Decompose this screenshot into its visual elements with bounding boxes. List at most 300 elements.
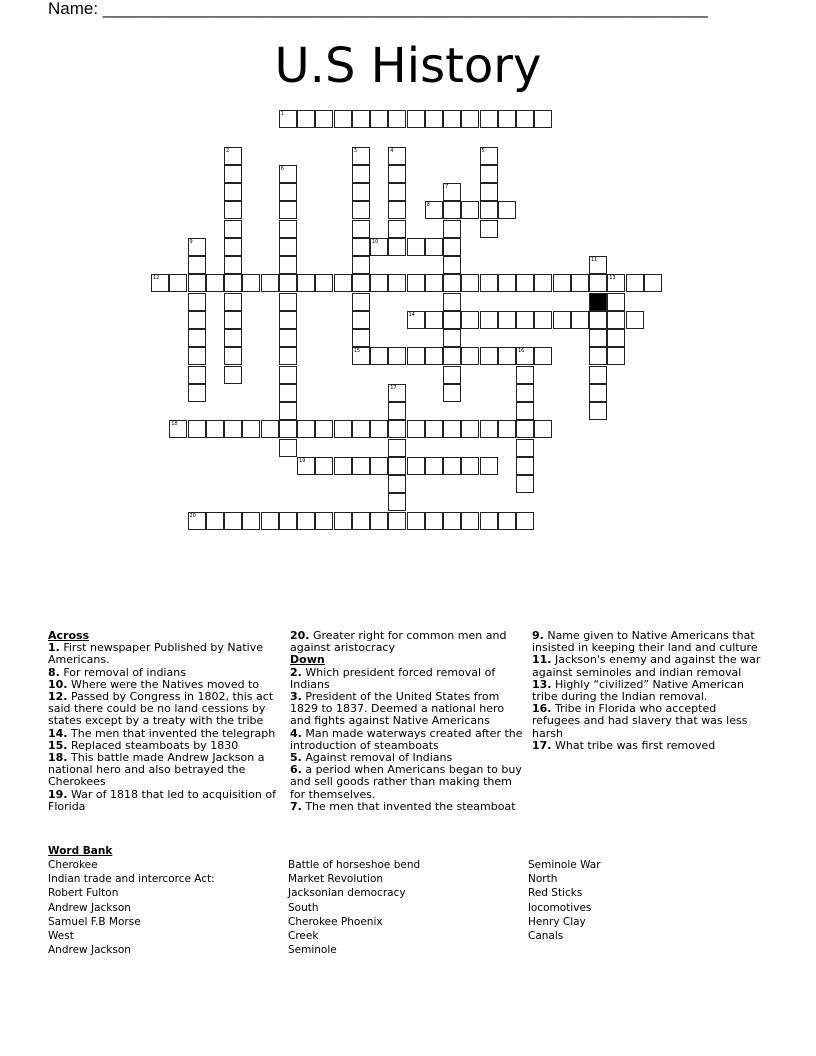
down-clue-list <box>290 667 524 813</box>
crossword-cell[interactable] <box>315 512 333 530</box>
clue-item <box>48 752 282 789</box>
clue-number: 18 <box>171 421 178 428</box>
crossword-cell[interactable] <box>188 420 206 438</box>
crossword-cell[interactable] <box>352 183 370 201</box>
crossword-cell[interactable] <box>516 110 534 128</box>
crossword-cell[interactable] <box>443 420 461 438</box>
crossword-cell[interactable] <box>480 347 498 365</box>
word-bank-item: Samuel F.B Morse <box>48 915 141 928</box>
crossword-cell[interactable] <box>188 274 206 292</box>
crossword-cell[interactable] <box>188 347 206 365</box>
clue-text: This battle made Andrew Jackson a national hero and also betrayed the Cherokees <box>48 751 265 789</box>
crossword-cell[interactable] <box>334 110 352 128</box>
crossword-cell[interactable] <box>589 256 607 274</box>
clue-number: 3 <box>353 147 357 154</box>
crossword-cell[interactable] <box>498 110 516 128</box>
crossword-cell[interactable] <box>461 347 479 365</box>
crossword-cell[interactable] <box>279 439 297 457</box>
crossword-cell[interactable] <box>224 512 242 530</box>
crossword-cell[interactable] <box>534 347 552 365</box>
crossword-cell[interactable] <box>480 201 498 219</box>
clue-number: 20. <box>290 629 310 642</box>
down-heading: Down <box>290 653 325 667</box>
clue-text: For removal of indians <box>59 665 186 679</box>
crossword-cell[interactable] <box>480 512 498 530</box>
crossword-cell[interactable] <box>388 147 406 165</box>
crossword-cell[interactable] <box>224 311 242 329</box>
crossword-cell[interactable] <box>498 274 516 292</box>
crossword-black-cell <box>589 293 607 311</box>
crossword-cell[interactable] <box>425 420 443 438</box>
clue-number: 10. <box>48 677 68 691</box>
crossword-cell[interactable] <box>607 311 625 329</box>
clue-item <box>290 801 524 813</box>
crossword-cell[interactable] <box>388 457 406 475</box>
clue-number: 12. <box>48 690 68 704</box>
crossword-cell[interactable] <box>188 512 206 530</box>
crossword-cell[interactable] <box>224 201 242 219</box>
word-bank-item: Canals <box>528 930 564 943</box>
crossword-cell[interactable] <box>607 274 625 292</box>
crossword-cell[interactable] <box>352 165 370 183</box>
crossword-cell[interactable] <box>188 238 206 256</box>
clue-item <box>290 691 524 728</box>
crossword-cell[interactable] <box>388 347 406 365</box>
crossword-cell[interactable] <box>352 110 370 128</box>
clue-text: Name given to Native Americans that insisted in keeping their land and culture <box>532 629 758 655</box>
clue-number: 3. <box>290 690 302 704</box>
crossword-cell[interactable] <box>425 274 443 292</box>
crossword-cell[interactable] <box>388 238 406 256</box>
crossword-cell[interactable] <box>644 274 662 292</box>
crossword-cell[interactable] <box>589 274 607 292</box>
clue-number: 1. <box>48 641 60 655</box>
crossword-cell[interactable] <box>334 457 352 475</box>
crossword-cell[interactable] <box>297 512 315 530</box>
crossword-cell[interactable] <box>443 110 461 128</box>
crossword-cell[interactable] <box>334 420 352 438</box>
crossword-cell[interactable] <box>388 420 406 438</box>
crossword-cell[interactable] <box>279 311 297 329</box>
crossword-cell[interactable] <box>388 512 406 530</box>
name-underline: ________________________________________________________________ <box>102 0 708 18</box>
crossword-cell[interactable] <box>461 420 479 438</box>
crossword-cell[interactable] <box>315 420 333 438</box>
crossword-cell[interactable] <box>242 420 260 438</box>
crossword-cell[interactable] <box>443 457 461 475</box>
crossword-cell[interactable] <box>224 165 242 183</box>
crossword-cell[interactable] <box>589 384 607 402</box>
word-bank-item: Creek <box>288 930 319 943</box>
crossword-cell[interactable] <box>188 293 206 311</box>
crossword-cell[interactable] <box>224 256 242 274</box>
crossword-cell[interactable] <box>607 347 625 365</box>
crossword-cell[interactable] <box>388 475 406 493</box>
crossword-cell[interactable] <box>279 274 297 292</box>
crossword-cell[interactable] <box>407 311 425 329</box>
crossword-cell[interactable] <box>370 512 388 530</box>
crossword-cell[interactable] <box>516 274 534 292</box>
crossword-cell[interactable] <box>607 293 625 311</box>
word-bank-item: Indian trade and intercorce Act: <box>48 873 215 886</box>
crossword-cell[interactable] <box>352 420 370 438</box>
clue-number: 17 <box>390 384 397 391</box>
crossword-cell[interactable] <box>443 311 461 329</box>
crossword-cell[interactable] <box>370 274 388 292</box>
crossword-cell[interactable] <box>297 457 315 475</box>
clue-number: 18. <box>48 751 68 765</box>
clue-number: 2 <box>226 147 230 154</box>
page-title: U.S History <box>274 38 542 94</box>
crossword-cell[interactable] <box>388 183 406 201</box>
crossword-cell[interactable] <box>206 274 224 292</box>
crossword-cell[interactable] <box>443 384 461 402</box>
word-bank-item: Market Revolution <box>288 873 384 886</box>
clue-text: Against removal of Indians <box>301 751 453 765</box>
crossword-cell[interactable] <box>224 293 242 311</box>
crossword-cell[interactable] <box>388 110 406 128</box>
crossword-cell[interactable] <box>534 311 552 329</box>
clue-text: Passed by Congress in 1802, this act said there could be no land cessions by states except by a treaty with the tribe <box>48 690 274 728</box>
across-heading: Across <box>48 629 90 642</box>
crossword-cell[interactable] <box>425 311 443 329</box>
crossword-cell[interactable] <box>188 366 206 384</box>
crossword-cell[interactable] <box>480 311 498 329</box>
crossword-cell[interactable] <box>516 384 534 402</box>
crossword-cell[interactable] <box>224 420 242 438</box>
word-bank-item: North <box>528 873 558 886</box>
crossword-cell[interactable] <box>279 347 297 365</box>
crossword-cell[interactable] <box>388 165 406 183</box>
word-bank-column-1 <box>48 858 215 957</box>
crossword-cell[interactable] <box>242 274 260 292</box>
word-bank-item: Red Sticks <box>528 887 583 900</box>
crossword-cell[interactable] <box>279 329 297 347</box>
crossword-cell[interactable] <box>571 311 589 329</box>
crossword-cell[interactable] <box>224 147 242 165</box>
crossword-cell[interactable] <box>407 512 425 530</box>
crossword-cell[interactable] <box>279 165 297 183</box>
crossword-cell[interactable] <box>443 329 461 347</box>
crossword-cell[interactable] <box>370 420 388 438</box>
clue-item <box>290 667 524 691</box>
crossword-cell[interactable] <box>626 274 644 292</box>
crossword-cell[interactable] <box>169 274 187 292</box>
crossword-cell[interactable] <box>407 457 425 475</box>
crossword-cell[interactable] <box>370 110 388 128</box>
word-bank-item: Cherokee Phoenix <box>288 915 383 928</box>
word-bank-item: Seminole War <box>528 859 601 871</box>
crossword-cell[interactable] <box>224 274 242 292</box>
crossword-cell[interactable] <box>151 274 169 292</box>
crossword-cell[interactable] <box>461 274 479 292</box>
crossword-cell[interactable] <box>188 256 206 274</box>
crossword-cell[interactable] <box>425 201 443 219</box>
crossword-cell[interactable] <box>279 402 297 420</box>
crossword-cell[interactable] <box>352 201 370 219</box>
crossword-cell[interactable] <box>352 512 370 530</box>
clue-number: 2. <box>290 665 302 679</box>
clue-number: 15 <box>353 348 361 355</box>
word-bank-item: locomotives <box>528 901 592 914</box>
crossword-cell[interactable] <box>315 274 333 292</box>
crossword-cell[interactable] <box>334 512 352 530</box>
crossword-cell[interactable] <box>279 201 297 219</box>
name-label: Name: <box>48 0 103 18</box>
crossword-cell[interactable] <box>388 493 406 511</box>
crossword-cell[interactable] <box>534 274 552 292</box>
clue-number: 7. <box>290 799 302 813</box>
clue-number: 7 <box>445 184 449 190</box>
crossword-cell[interactable] <box>516 402 534 420</box>
crossword-cell[interactable] <box>279 293 297 311</box>
crossword-cell[interactable] <box>498 512 516 530</box>
crossword-cell[interactable] <box>461 110 479 128</box>
crossword-cell[interactable] <box>443 183 461 201</box>
crossword-cell[interactable] <box>224 366 242 384</box>
clue-number: 14. <box>48 726 68 740</box>
crossword-cell[interactable] <box>607 329 625 347</box>
crossword-cell[interactable] <box>261 420 279 438</box>
clue-item <box>48 642 282 666</box>
crossword-cell[interactable] <box>279 110 297 128</box>
clue-item <box>532 740 766 752</box>
crossword-cell[interactable] <box>443 366 461 384</box>
crossword-cell[interactable] <box>443 512 461 530</box>
crossword-cell[interactable] <box>352 457 370 475</box>
clue-number: 8. <box>48 665 60 679</box>
clue-number: 16 <box>518 348 525 355</box>
crossword-cell[interactable] <box>279 238 297 256</box>
crossword-cell[interactable] <box>206 512 224 530</box>
crossword-cell[interactable] <box>498 420 516 438</box>
clue-number: 1 <box>280 111 284 117</box>
clue-item <box>532 630 766 654</box>
crossword-cell[interactable] <box>279 420 297 438</box>
clue-item <box>48 789 282 813</box>
crossword-cell[interactable] <box>352 274 370 292</box>
word-bank-item: South <box>288 901 319 914</box>
clue-text: a period when Americans began to buy and sell goods rather than making them for themselves. <box>290 763 522 801</box>
crossword-cell[interactable] <box>425 110 443 128</box>
crossword-cell[interactable] <box>388 384 406 402</box>
crossword-cell[interactable] <box>407 420 425 438</box>
crossword-cell[interactable] <box>589 402 607 420</box>
crossword-cell[interactable] <box>297 420 315 438</box>
crossword-cell[interactable] <box>461 201 479 219</box>
clue-item <box>290 630 524 654</box>
crossword-cell[interactable] <box>480 457 498 475</box>
crossword-cell[interactable] <box>352 256 370 274</box>
crossword-cell[interactable] <box>461 512 479 530</box>
crossword-cell[interactable] <box>407 274 425 292</box>
crossword-cell[interactable] <box>352 293 370 311</box>
word-bank-item: Robert Fulton <box>48 887 119 900</box>
crossword-cell[interactable] <box>352 329 370 347</box>
clue-text: Replaced steamboats by 1830 <box>67 738 239 752</box>
word-bank-item: Andrew Jackson <box>48 944 131 957</box>
crossword-cell[interactable] <box>388 439 406 457</box>
clue-number: 9. <box>532 629 544 642</box>
crossword-cell[interactable] <box>388 220 406 238</box>
crossword-cell[interactable] <box>224 329 242 347</box>
crossword-cell[interactable] <box>443 201 461 219</box>
crossword-cell[interactable] <box>498 311 516 329</box>
word-bank-item: Cherokee <box>48 859 98 871</box>
crossword-cell[interactable] <box>461 311 479 329</box>
clue-text: What tribe was first removed <box>551 738 716 752</box>
crossword-cell[interactable] <box>571 274 589 292</box>
crossword-cell[interactable] <box>480 420 498 438</box>
clue-number: 10 <box>372 238 379 245</box>
crossword-cell[interactable] <box>498 347 516 365</box>
crossword-cell[interactable] <box>224 183 242 201</box>
crossword-cell[interactable] <box>261 274 279 292</box>
crossword-cell[interactable] <box>388 201 406 219</box>
clue-number: 11 <box>591 257 598 263</box>
crossword-cell[interactable] <box>534 420 552 438</box>
clue-number: 16. <box>532 702 552 716</box>
clue-item <box>290 764 524 801</box>
word-bank-item: Battle of horseshoe bend <box>288 859 421 871</box>
crossword-cell[interactable] <box>425 347 443 365</box>
crossword-cell[interactable] <box>443 293 461 311</box>
crossword-cell[interactable] <box>315 457 333 475</box>
crossword-cell[interactable] <box>589 366 607 384</box>
crossword-cell[interactable] <box>498 201 516 219</box>
clue-number: 6. <box>290 763 302 777</box>
crossword-cell[interactable] <box>461 457 479 475</box>
crossword-cell[interactable] <box>169 420 187 438</box>
crossword-cell[interactable] <box>589 311 607 329</box>
crossword-cell[interactable] <box>516 439 534 457</box>
crossword-cell[interactable] <box>352 238 370 256</box>
word-bank-item: Henry Clay <box>528 915 586 928</box>
crossword-cell[interactable] <box>224 238 242 256</box>
word-bank-item: Jacksonian democracy <box>288 887 406 900</box>
clue-number: 12 <box>153 275 160 282</box>
clue-text: Jackson's enemy and against the war against seminoles and indian removal <box>532 653 761 679</box>
clue-number: 17. <box>532 738 552 752</box>
crossword-cell[interactable] <box>224 347 242 365</box>
crossword-cell[interactable] <box>352 347 370 365</box>
across-clue-list <box>48 642 282 813</box>
crossword-cell[interactable] <box>242 512 260 530</box>
word-bank-item: Seminole <box>288 944 337 957</box>
crossword-cell[interactable] <box>279 366 297 384</box>
crossword-cell[interactable] <box>589 329 607 347</box>
crossword-cell[interactable] <box>352 147 370 165</box>
crossword-cell[interactable] <box>279 512 297 530</box>
crossword-cell[interactable] <box>425 512 443 530</box>
crossword-cell[interactable] <box>553 311 571 329</box>
clue-number: 20 <box>189 512 196 519</box>
crossword-cell[interactable] <box>516 475 534 493</box>
crossword-cell[interactable] <box>334 274 352 292</box>
crossword-cell[interactable] <box>279 220 297 238</box>
crossword-cell[interactable] <box>352 311 370 329</box>
clue-text: Highly “civilized” Native American tribe during the Indian removal. <box>532 677 744 704</box>
crossword-cell[interactable] <box>370 457 388 475</box>
crossword-cell[interactable] <box>279 183 297 201</box>
clue-item <box>532 679 766 703</box>
word-bank <box>48 844 112 858</box>
clue-column-1 <box>48 630 282 813</box>
crossword-cell[interactable] <box>516 512 534 530</box>
crossword-cell[interactable] <box>480 183 498 201</box>
crossword-cell[interactable] <box>516 366 534 384</box>
crossword-cell[interactable] <box>206 420 224 438</box>
word-bank-column-3 <box>528 858 601 943</box>
clue-text: Man made waterways created after the introduction of steamboats <box>290 726 523 752</box>
crossword-cell[interactable] <box>553 274 571 292</box>
crossword-cell[interactable] <box>443 238 461 256</box>
crossword-cell[interactable] <box>188 311 206 329</box>
crossword-cell[interactable] <box>370 347 388 365</box>
crossword-cell[interactable] <box>407 238 425 256</box>
clue-column-2 <box>290 630 524 813</box>
crossword-cell[interactable] <box>516 347 534 365</box>
word-bank-item: Andrew Jackson <box>48 901 131 914</box>
crossword-cell[interactable] <box>480 274 498 292</box>
crossword-cell[interactable] <box>388 274 406 292</box>
clue-number: 4. <box>290 726 302 740</box>
crossword-cell[interactable] <box>443 274 461 292</box>
crossword-cell[interactable] <box>516 420 534 438</box>
crossword-cell[interactable] <box>370 238 388 256</box>
crossword-cell[interactable] <box>297 110 315 128</box>
crossword-cell[interactable] <box>407 347 425 365</box>
crossword-cell[interactable] <box>534 110 552 128</box>
word-bank-column-2 <box>288 858 420 957</box>
crossword-cell[interactable] <box>388 402 406 420</box>
clue-text: Which president forced removal of Indians <box>290 665 496 691</box>
crossword-cell[interactable] <box>443 220 461 238</box>
clue-number: 13. <box>532 677 552 691</box>
crossword-cell[interactable] <box>315 110 333 128</box>
clue-item <box>290 728 524 752</box>
clue-number: 14 <box>408 311 415 318</box>
crossword-cell[interactable] <box>279 256 297 274</box>
crossword-cell[interactable] <box>407 110 425 128</box>
crossword-cell[interactable] <box>589 347 607 365</box>
clue-item <box>532 703 766 740</box>
clue-column-3 <box>532 630 766 752</box>
crossword-cell[interactable] <box>188 384 206 402</box>
crossword-cell[interactable] <box>224 220 242 238</box>
crossword-cell[interactable] <box>480 165 498 183</box>
crossword-cell[interactable] <box>352 220 370 238</box>
clue-text: The men that invented the steamboat <box>301 799 516 813</box>
crossword-cell[interactable] <box>480 220 498 238</box>
crossword-cell[interactable] <box>443 256 461 274</box>
clue-text: Where were the Natives moved to <box>67 677 260 691</box>
crossword-cell[interactable] <box>443 347 461 365</box>
crossword-cell[interactable] <box>516 311 534 329</box>
crossword-cell[interactable] <box>297 274 315 292</box>
crossword-cell[interactable] <box>626 311 644 329</box>
crossword-cell[interactable] <box>425 238 443 256</box>
crossword-cell[interactable] <box>425 457 443 475</box>
crossword-cell[interactable] <box>480 147 498 165</box>
crossword-cell[interactable] <box>279 384 297 402</box>
crossword-cell[interactable] <box>480 110 498 128</box>
clue-number: 5. <box>290 751 302 765</box>
clue-number: 9 <box>189 238 193 245</box>
crossword-cell[interactable] <box>516 457 534 475</box>
crossword-cell[interactable] <box>188 329 206 347</box>
crossword-cell[interactable] <box>261 512 279 530</box>
